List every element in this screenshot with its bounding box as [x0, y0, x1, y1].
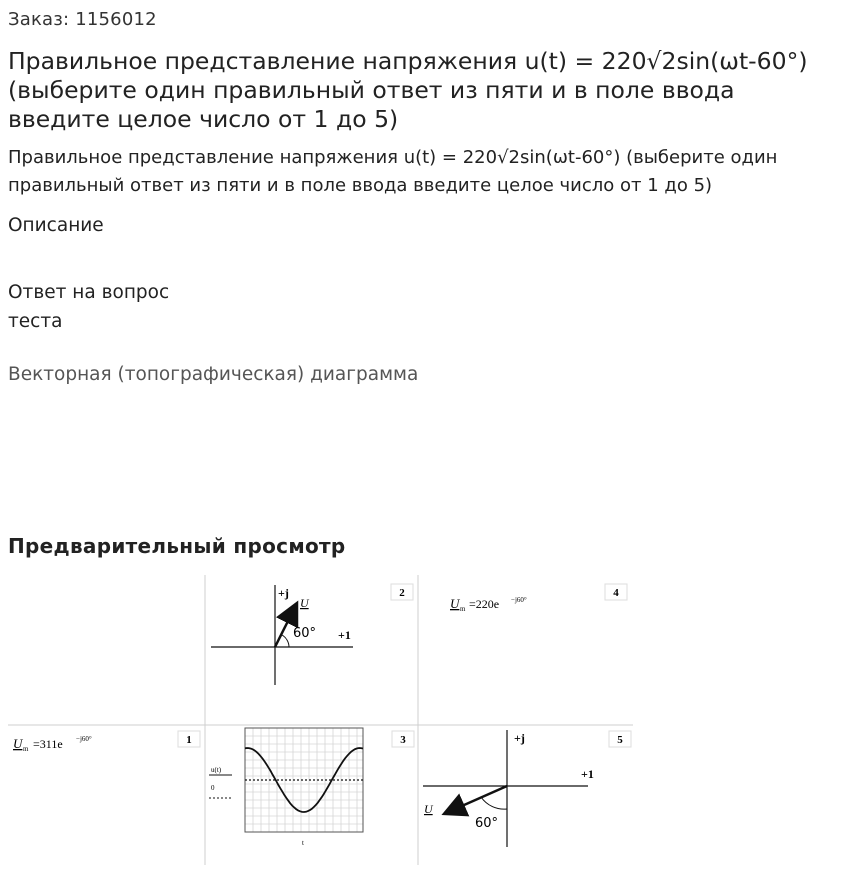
option-number: 1 [186, 734, 192, 746]
formula-sub: m [23, 745, 29, 753]
time-axis-label: t [302, 839, 304, 847]
formula-rest: =220e [469, 597, 500, 611]
angle-arc [481, 797, 507, 809]
axis-real-label: +1 [338, 628, 351, 642]
formula-exp: −j60° [511, 596, 527, 604]
graph-label: u(t) [211, 766, 222, 774]
vector-label: U [300, 596, 309, 610]
axis-imag-label: +j [514, 731, 525, 745]
question-text: Правильное представление напряжения u(t) = 220√2sin(ωt-60°) (выберите один правильный ответ из пяти и в поле ввода введите целое число от 1 до 5) [8, 147, 778, 196]
option-number: 5 [617, 734, 623, 746]
formula-main: U [450, 596, 460, 611]
answer-label: Ответ на вопрос теста [8, 282, 170, 332]
option-1 [13, 731, 200, 753]
angle-label: 60° [475, 816, 499, 831]
angle-arc [282, 635, 289, 647]
formula-exp: −j60° [76, 735, 92, 743]
option-number: 3 [400, 734, 406, 746]
option-5 [423, 730, 631, 847]
vector-label: U [424, 802, 433, 816]
order-number: Заказ: 1156012 [8, 9, 157, 30]
zero-label: 0 [211, 784, 215, 792]
formula-sub: m [460, 605, 466, 613]
preview-figure [8, 575, 633, 865]
preview-heading: Предварительный просмотр [8, 534, 346, 558]
question-title: Правильное представление напряжения u(t) = 220√2sin(ωt-60°) (выберите один правильный ответ из пяти и в поле ввода введите целое число от 1 до 5) [8, 47, 808, 133]
axis-real-label: +1 [581, 767, 594, 781]
option-2 [211, 584, 413, 685]
formula-rest: =311e [33, 737, 63, 751]
description-label: Описание [8, 215, 104, 236]
option-3 [209, 728, 414, 847]
option-number: 4 [613, 587, 619, 599]
axis-imag-label: +j [278, 586, 289, 600]
angle-label: 60° [293, 626, 317, 641]
preview-image [8, 575, 633, 865]
answer-value: Векторная (топографическая) диаграмма [8, 364, 419, 385]
formula-main: U [13, 736, 23, 751]
option-number: 2 [399, 587, 405, 599]
option-4 [450, 584, 627, 613]
